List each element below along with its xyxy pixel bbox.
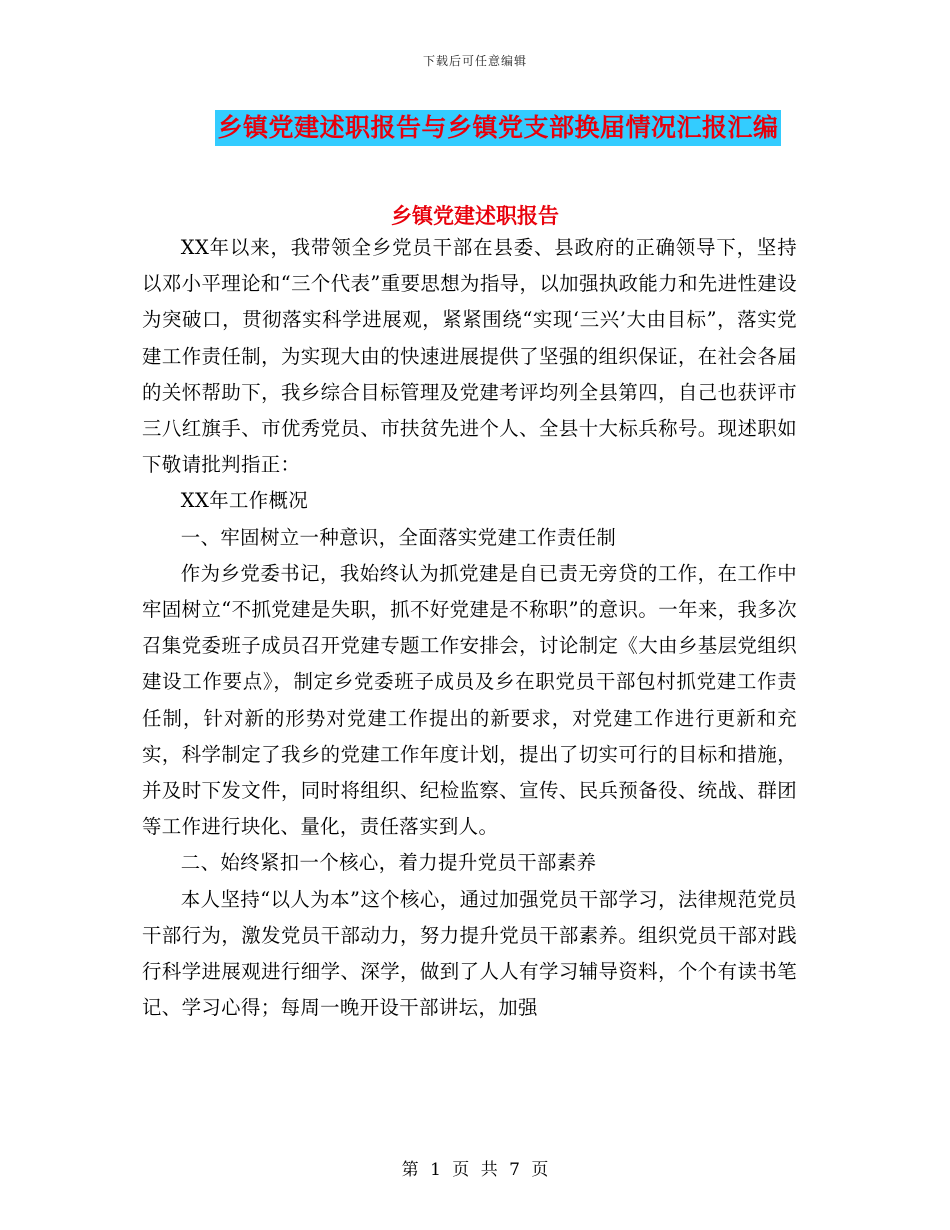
paragraph-heading-2: 二、始终紧扣一个核心，着力提升党员干部素养 [180, 851, 597, 875]
section-title: 乡镇党建述职报告 [391, 204, 559, 228]
page-footer: 第 1 页 共 7 页 [401, 1160, 549, 1180]
document-title-wrap [0, 110, 950, 146]
document-title: 乡镇党建述职报告与乡镇党支部换届情况汇报汇编 [215, 110, 780, 146]
body-text [142, 230, 797, 1026]
paragraph-body-1: 作为乡党委书记，我始终认为抓党建是自已责无旁贷的工作，在工作中牢固树立“不抓党建是失职，抓不好党建是不称职”的意识。一年来，我多次召集党委班子成员召开党建专题工作安排会，讨论制定《大由乡基层党组织建设工作要点》，制定乡党委班子成员及乡在职党员干部包村抓党建工作责任制，针对新的形势对党建工作提出的新要求，对党建工作进行更新和充实，科学制定了我乡的党建工作年度计划，提出了切实可行的目标和措施，并及时下发文件，同时将组织、纪检监察、宣传、民兵预备役、统战、群团等工作进行块化、量化，责任落实到人。 [142, 561, 797, 839]
paragraph-body-2: 本人坚持“以人为本”这个核心，通过加强党员干部学习，法律规范党员干部行为，激发党员干部动力，努力提升党员干部素养。组织党员干部对践行科学进展观进行细学、深学，做到了人人有学习辅导资料，个个有读书笔记、学习心得；每周一晚开设干部讲坛，加强 [142, 887, 797, 1020]
paragraph-overview-heading: XX年工作概况 [180, 489, 309, 513]
header-note: 下载后可任意编辑 [422, 54, 527, 68]
paragraph-heading-1: 一、牢固树立一种意识，全面落实党建工作责任制 [180, 525, 617, 549]
paragraph-intro: XX年以来，我带领全乡党员干部在县委、县政府的正确领导下，坚持以邓小平理论和“三个代表”重要思想为指导，以加强执政能力和先进性建设为突破口，贯彻落实科学进展观，紧紧围绕“实现‘三兴’大由目标”，落实党建工作责任制，为实现大由的快速进展提供了坚强的组织保证，在社会各届的关怀帮助下，我乡综合目标管理及党建考评均列全县第四，自己也获评市三八红旗手、市优秀党员、市扶贫先进个人、全县十大标兵称号。现述职如下敬请批判指正： [142, 236, 797, 477]
